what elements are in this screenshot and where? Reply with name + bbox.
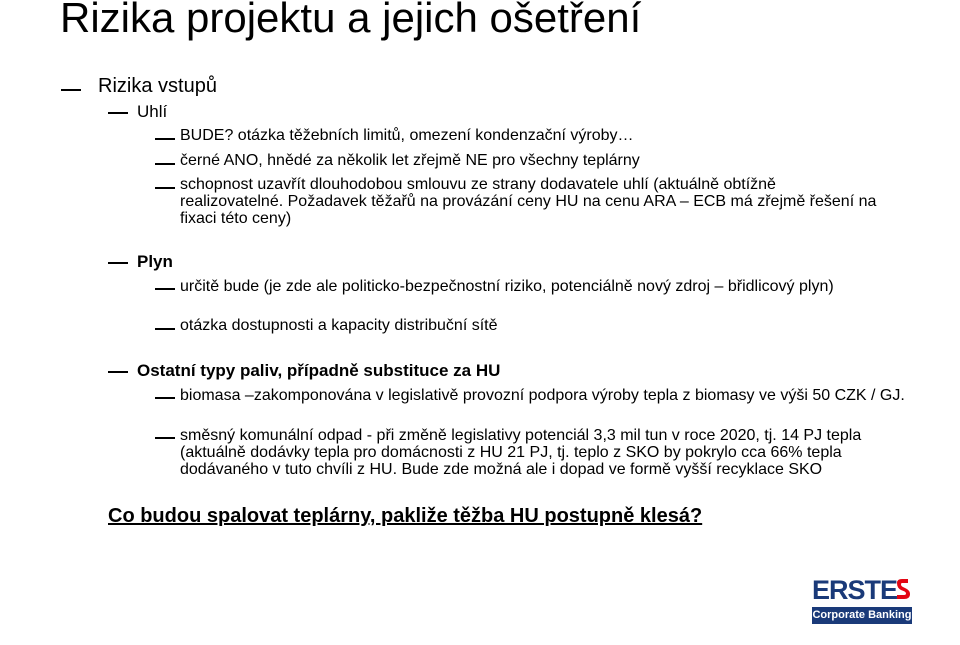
- bullet-dash: [155, 397, 175, 399]
- logo-wordmark: [812, 575, 897, 605]
- other-heading: Ostatní typy paliv, případně substituce za HU: [137, 361, 501, 380]
- coal-heading: Uhlí: [137, 102, 168, 121]
- coal-item-2: černé ANO, hnědé za několik let zřejmě NE pro všechny teplárny: [180, 152, 640, 169]
- slide-title: Rizika projektu a jejich ošetření: [60, 0, 642, 41]
- bullet-dash: [61, 89, 81, 91]
- bullet-dash: [155, 437, 175, 439]
- erste-s-icon: [894, 578, 912, 600]
- bullet-dash: [155, 187, 175, 189]
- gas-heading: Plyn: [137, 252, 173, 271]
- bullet-dash: [155, 138, 175, 140]
- coal-item-3: schopnost uzavřít dlouhodobou smlouvu ze strany dodavatele uhlí (aktuálně obtížně realizovatelné. Požadavek těžařů na provázání ceny HU na cenu ARA – ECB má zřejmě řešení na fixaci této ceny): [180, 176, 877, 227]
- bullet-dash: [155, 288, 175, 290]
- gas-item-2: otázka dostupnosti a kapacity distribuční sítě: [180, 317, 498, 334]
- other-item-1: biomasa –zakomponována v legislativě provozní podpora výroby tepla z biomasy ve výši 50 CZK / GJ.: [180, 387, 905, 404]
- closing-question: Co budou spalovat teplárny, pakliže těžba HU postupně klesá?: [108, 505, 703, 527]
- bullet-dash: [108, 371, 128, 373]
- other-item-2: směsný komunální odpad - při změně legislativy potenciál 3,3 mil tun v roce 2020, tj. 14 PJ tepla (aktuálně dodávky tepla pro domácnosti z HU 21 PJ, tj. teplo z SKO by pokrylo cca 66% tepla dodávaného v tuto chvíli z HU. Bude zde možná ale i dopad ve formě vyšší recyklace SKO: [180, 427, 862, 478]
- bullet-dash: [155, 328, 175, 330]
- coal-item-1: BUDE? otázka těžebních limitů, omezení kondenzační výroby…: [180, 127, 634, 144]
- bullet-dash: [108, 112, 128, 114]
- logo-name: ERSTE: [812, 575, 898, 605]
- section-inputs: Rizika vstupů: [98, 75, 217, 97]
- erste-logo: [812, 575, 912, 625]
- logo-subtitle: Corporate Banking: [812, 607, 912, 624]
- bullet-dash: [155, 163, 175, 165]
- bullet-dash: [108, 262, 128, 264]
- gas-item-1: určitě bude (je zde ale politicko-bezpečnostní riziko, potenciálně nový zdroj – břidlicový plyn): [180, 278, 834, 295]
